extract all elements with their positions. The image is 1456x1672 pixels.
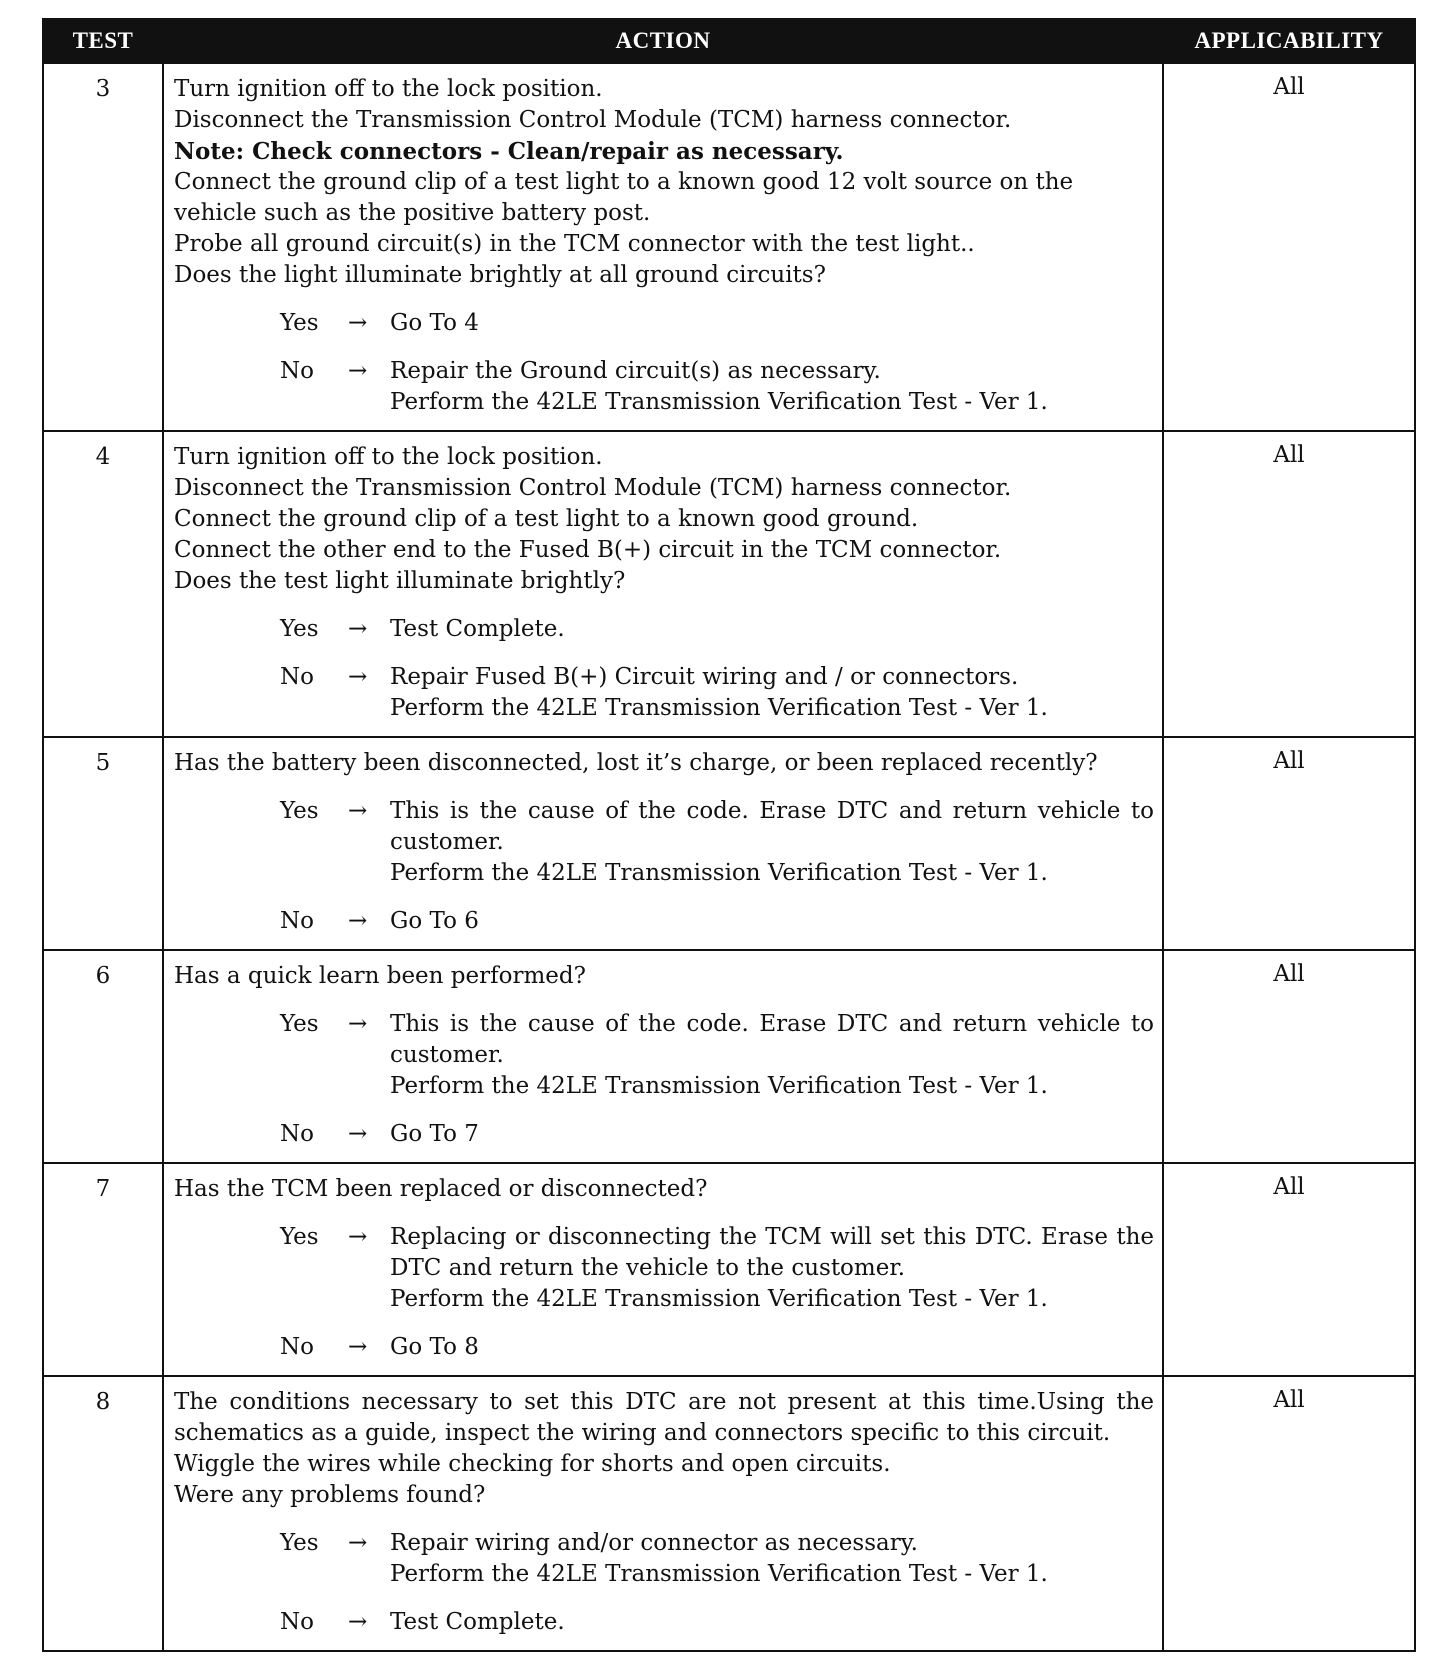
table-row	[43, 737, 1415, 950]
no-outcome	[280, 1332, 1154, 1363]
arrow-icon: →	[348, 798, 368, 824]
action-cell	[163, 431, 1163, 737]
action-line: Does the test light illuminate brightly?	[174, 568, 626, 594]
action-line: Connect the ground clip of a test light to a known good 12 volt source on the vehicle such as the positive battery post.	[174, 169, 1074, 226]
yes-text: This is the cause of the code. Erase DTC and return vehicle to customer. Perform the 42LE Transmission Verification Test - Ver 1.	[390, 1011, 1154, 1099]
table-row	[43, 950, 1415, 1163]
action-note: Note: Check connectors - Clean/repair as necessary.	[174, 138, 844, 165]
yes-outcome	[280, 308, 1154, 339]
table-row	[43, 63, 1415, 431]
no-outcome	[280, 356, 1154, 418]
action-line: Has the TCM been replaced or disconnected?	[174, 1176, 708, 1202]
arrow-icon: →	[348, 358, 368, 384]
applicability-cell: All	[1163, 737, 1415, 950]
no-label: No	[280, 1334, 314, 1360]
yes-text: Go To 4	[390, 310, 479, 336]
arrow-icon: →	[348, 1121, 368, 1147]
yes-outcome	[280, 1528, 1154, 1590]
yes-text: Repair wiring and/or connector as necessary. Perform the 42LE Transmission Verification Test - Ver 1.	[390, 1530, 1048, 1587]
applicability-cell: All	[1163, 1376, 1415, 1651]
arrow-icon: →	[348, 908, 368, 934]
action-line: Does the light illuminate brightly at all ground circuits?	[174, 262, 826, 288]
no-text: Go To 8	[390, 1334, 479, 1360]
no-label: No	[280, 664, 314, 690]
arrow-icon: →	[348, 616, 368, 642]
no-label: No	[280, 1121, 314, 1147]
arrow-icon: →	[348, 1011, 368, 1037]
yes-label: Yes	[280, 1011, 319, 1037]
arrow-icon: →	[348, 1609, 368, 1635]
arrow-icon: →	[348, 1530, 368, 1556]
arrow-icon: →	[348, 1224, 368, 1250]
action-line: Has a quick learn been performed?	[174, 963, 586, 989]
yes-outcome	[280, 1222, 1154, 1315]
test-number: 8	[43, 1376, 163, 1651]
action-line: Turn ignition off to the lock position.	[174, 444, 603, 470]
no-outcome	[280, 1119, 1154, 1150]
yes-label: Yes	[280, 798, 319, 824]
action-cell	[163, 1376, 1163, 1651]
action-line: Were any problems found?	[174, 1482, 486, 1508]
no-label: No	[280, 908, 314, 934]
arrow-icon: →	[348, 1334, 368, 1360]
no-text: Test Complete.	[390, 1609, 565, 1635]
header-applicability: APPLICABILITY	[1163, 19, 1415, 63]
action-line: Disconnect the Transmission Control Module (TCM) harness connector.	[174, 107, 1012, 133]
no-text: Repair the Ground circuit(s) as necessary. Perform the 42LE Transmission Verification Test - Ver 1.	[390, 358, 1048, 415]
action-cell	[163, 63, 1163, 431]
no-text: Repair Fused B(+) Circuit wiring and / or connectors. Perform the 42LE Transmission Verification Test - Ver 1.	[390, 664, 1048, 721]
test-number: 5	[43, 737, 163, 950]
yes-label: Yes	[280, 616, 319, 642]
test-table	[42, 18, 1416, 1652]
applicability-cell: All	[1163, 950, 1415, 1163]
no-label: No	[280, 1609, 314, 1635]
no-outcome	[280, 906, 1154, 937]
action-line: Probe all ground circuit(s) in the TCM connector with the test light..	[174, 231, 975, 257]
yes-label: Yes	[280, 1530, 319, 1556]
yes-text: Test Complete.	[390, 616, 565, 642]
test-number: 3	[43, 63, 163, 431]
table-row	[43, 431, 1415, 737]
no-text: Go To 6	[390, 908, 479, 934]
action-line: Wiggle the wires while checking for shorts and open circuits.	[174, 1451, 891, 1477]
yes-outcome	[280, 614, 1154, 645]
arrow-icon: →	[348, 310, 368, 336]
arrow-icon: →	[348, 664, 368, 690]
applicability-cell: All	[1163, 1163, 1415, 1376]
no-label: No	[280, 358, 314, 384]
action-line: Connect the ground clip of a test light to a known good ground.	[174, 506, 919, 532]
table-row	[43, 1163, 1415, 1376]
yes-label: Yes	[280, 310, 319, 336]
no-text: Go To 7	[390, 1121, 479, 1147]
diagnostic-test-table	[42, 18, 1414, 1652]
action-line: Has the battery been disconnected, lost it’s charge, or been replaced recently?	[174, 750, 1098, 776]
yes-text: This is the cause of the code. Erase DTC and return vehicle to customer. Perform the 42LE Transmission Verification Test - Ver 1.	[390, 798, 1154, 886]
action-line: Turn ignition off to the lock position.	[174, 76, 603, 102]
table-header-row	[43, 19, 1415, 63]
table-row	[43, 1376, 1415, 1651]
test-number: 6	[43, 950, 163, 1163]
no-outcome	[280, 662, 1154, 724]
test-number: 7	[43, 1163, 163, 1376]
test-number: 4	[43, 431, 163, 737]
yes-text: Replacing or disconnecting the TCM will set this DTC. Erase the DTC and return the vehicle to the customer. Perform the 42LE Transmission Verification Test - Ver 1.	[390, 1224, 1154, 1312]
action-cell	[163, 950, 1163, 1163]
no-outcome	[280, 1607, 1154, 1638]
header-test: TEST	[43, 19, 163, 63]
action-cell	[163, 1163, 1163, 1376]
action-line: The conditions necessary to set this DTC are not present at this time.Using the schematics as a guide, inspect the wiring and connectors specific to this circuit.	[174, 1389, 1154, 1446]
applicability-cell: All	[1163, 63, 1415, 431]
yes-outcome	[280, 1009, 1154, 1102]
applicability-cell: All	[1163, 431, 1415, 737]
action-line: Connect the other end to the Fused B(+) circuit in the TCM connector.	[174, 537, 1002, 563]
action-line: Disconnect the Transmission Control Module (TCM) harness connector.	[174, 475, 1012, 501]
yes-label: Yes	[280, 1224, 319, 1250]
yes-outcome	[280, 796, 1154, 889]
header-action: ACTION	[163, 19, 1163, 63]
action-cell	[163, 737, 1163, 950]
